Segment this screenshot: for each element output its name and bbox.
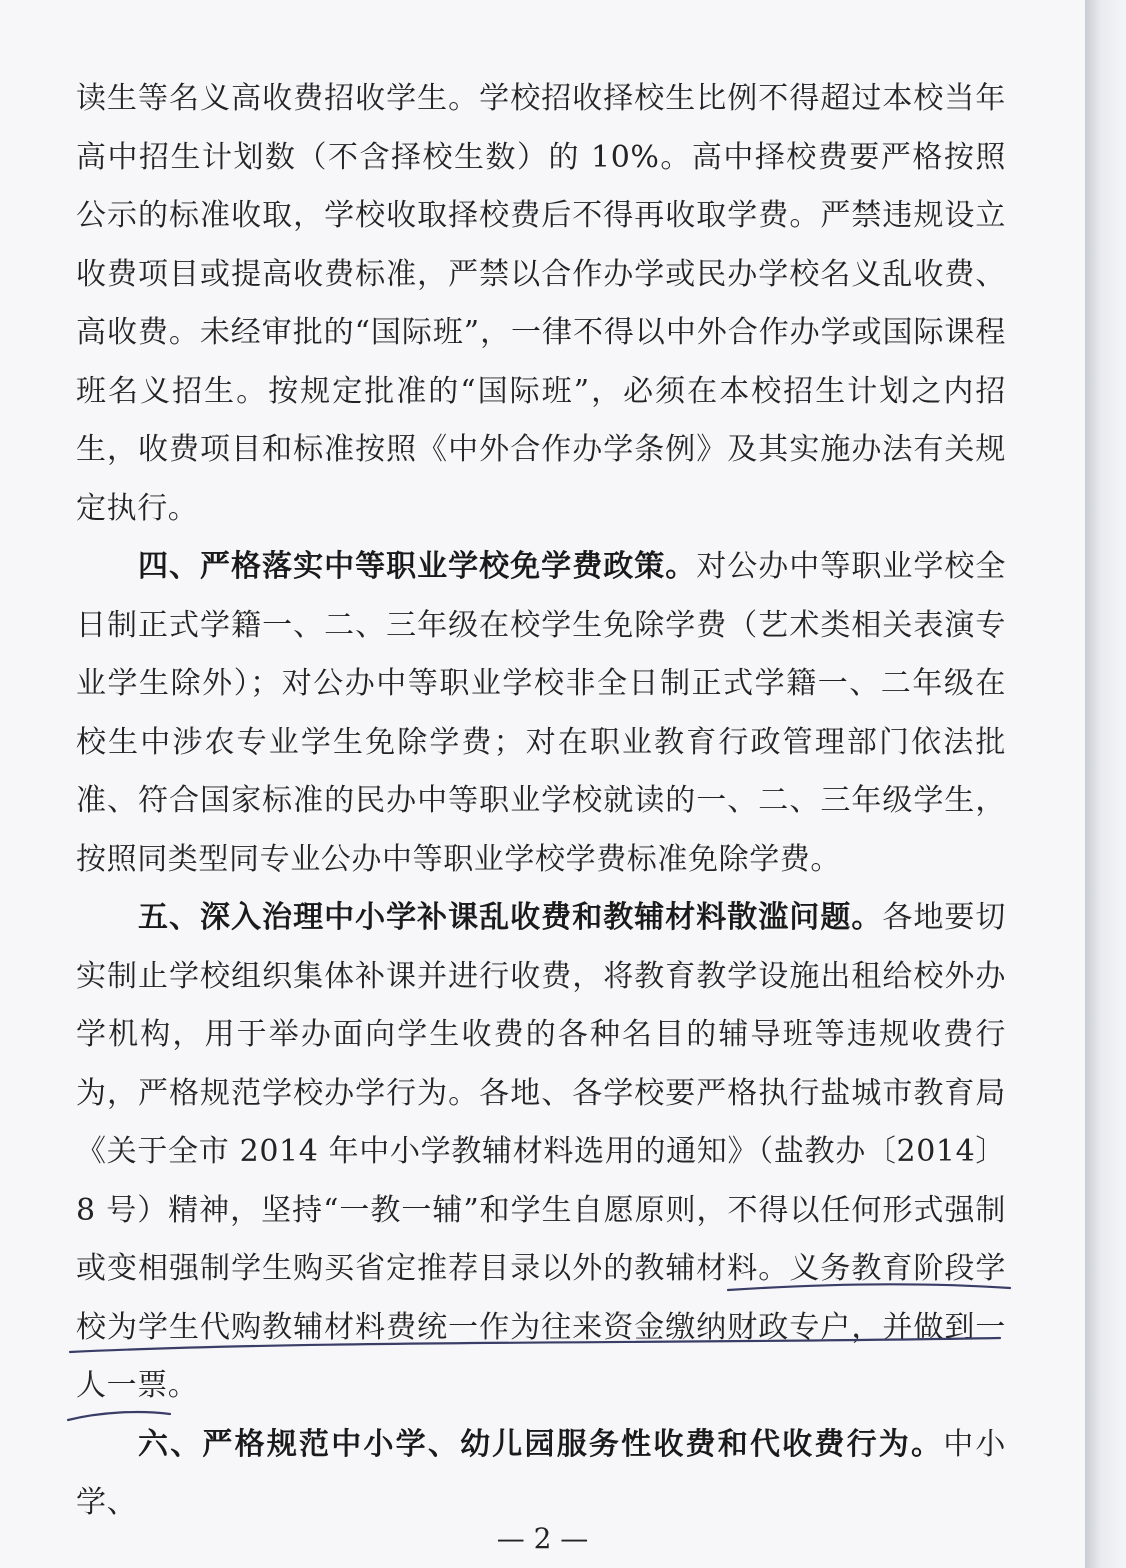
page-edge-shadow <box>1085 0 1126 1568</box>
paragraph-school-selection <box>76 70 1006 538</box>
paragraph-body: 对公办中等职业学校全日制正式学籍一、二、三年级在校学生免除学费（艺术类相关表演专业学生除外）；对公办中等职业学校非全日制正式学籍一、二年级在校生中涉农专业学生免除学费；对在职业教育行政管理部门依法批准、符合国家标准的民办中等职业学校就读的一、二、三年级学生，按照同类型同专业公办中等职业学校学费标准免除学费。 <box>76 549 1006 877</box>
section-heading: 六、严格规范中小学、幼儿园服务性收费和代收费行为。 <box>138 1426 944 1462</box>
document-body <box>76 70 1006 1533</box>
paragraph-body: 各地要切实制止学校组织集体补课并进行收费，将教育教学设施出租给校外办学机构，用于举办面向学生收费的各种名目的辅导班等违规收费行为，严格规范学校办学行为。各地、各学校要严格执行盐城市教育局《关于全市 2014 年中小学教辅材料选用的通知》（盐教办〔2014〕8 号）精神，坚持“一教一辅”和学生自愿原则，不得以任何形式强制或变相强制学生购买省定推荐目录以外的教辅材料。义务教育阶段学校为学生代购教辅材料费统一作为往来资金缴纳财政专户，并做到一人一票。 <box>76 900 1006 1403</box>
paragraph-section-4 <box>76 538 1006 889</box>
section-heading: 五、深入治理中小学补课乱收费和教辅材料散滥问题。 <box>138 900 883 935</box>
page-number: — 2 — <box>496 1522 589 1555</box>
paragraph-body: 中小学、 <box>76 1426 1007 1520</box>
paragraph-section-6 <box>76 1416 1006 1533</box>
section-heading: 四、严格落实中等职业学校免学费政策。 <box>138 549 697 584</box>
paragraph-section-5 <box>76 889 1006 1416</box>
paragraph-body: 读生等名义高收费招收学生。学校招收择校生比例不得超过本校当年高中招生计划数（不含择校生数）的 10%。高中择校费要严格按照公示的标准收取，学校收取择校费后不得再收取学费。严禁违规设立收费项目或提高收费标准，严禁以合作办学或民办学校名义乱收费、高收费。未经审批的“国际班”，一律不得以中外合作办学或国际课程班名义招生。按规定批准的“国际班”，必须在本校招生计划之内招生，收费项目和标准按照《中外合作办学条例》及其实施办法有关规定执行。 <box>76 81 1006 526</box>
